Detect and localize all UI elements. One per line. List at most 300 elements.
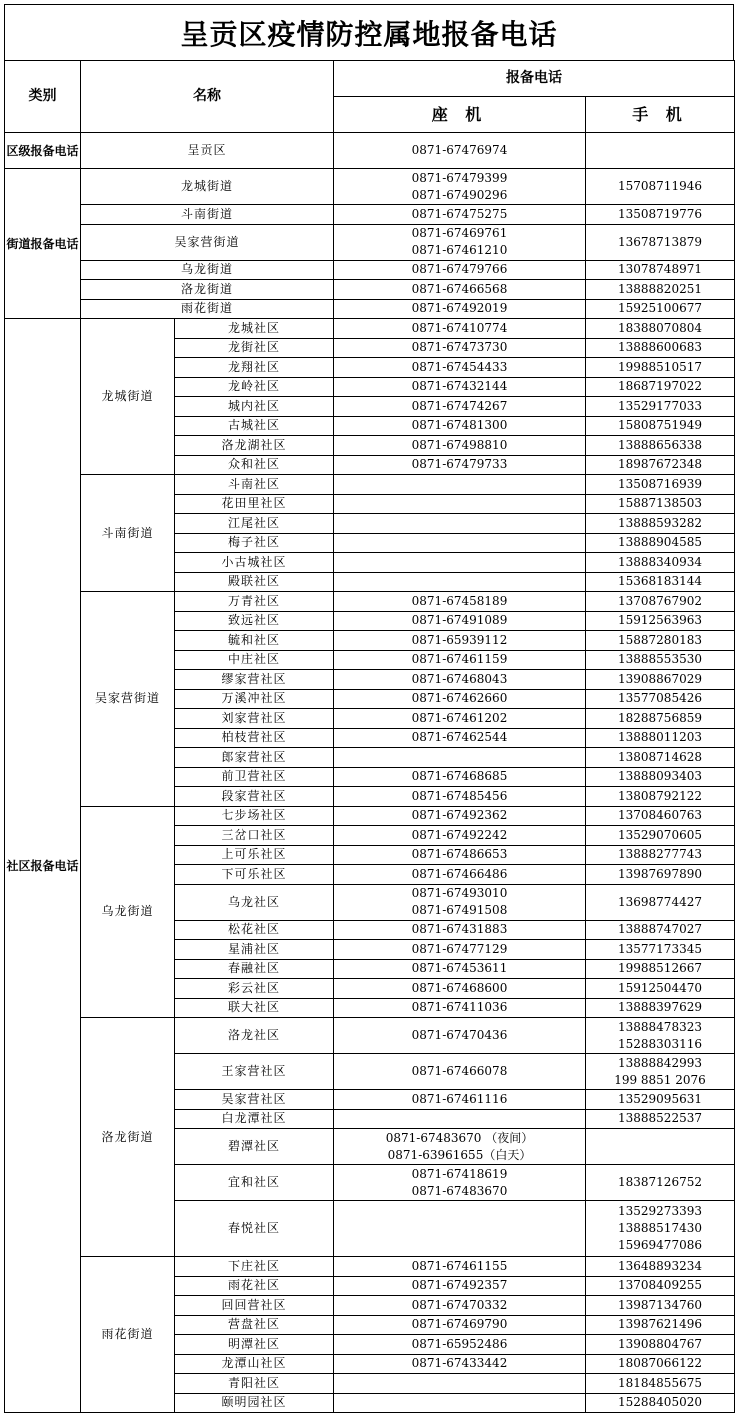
- mobile-number: 13808792122: [618, 788, 702, 803]
- table-row: [5, 280, 735, 300]
- mobile-number: 13888904585: [618, 535, 702, 550]
- community-name-cell: 雨花社区: [175, 1276, 334, 1296]
- mobile-cell: [586, 397, 735, 417]
- community-name-cell: 松花社区: [175, 920, 334, 940]
- landline-number: 0871-67492242: [411, 827, 508, 842]
- mobile-cell: [586, 611, 735, 631]
- landline-cell: [334, 631, 586, 651]
- mobile-number: 15912504470: [618, 980, 702, 995]
- mobile-cell: [586, 670, 735, 690]
- community-name-cell: 洛龙社区: [175, 1018, 334, 1054]
- landline-number: 0871-67461116: [411, 1091, 508, 1106]
- mobile-cell: [586, 631, 735, 651]
- landline-cell: [334, 1054, 586, 1090]
- mobile-number: 18184855675: [618, 1375, 702, 1390]
- mobile-cell: [586, 377, 735, 397]
- phone-table-body: [5, 61, 735, 1413]
- landline-number: 0871-63961655（白天）: [387, 1147, 532, 1162]
- mobile-number: 15887280183: [618, 632, 702, 647]
- mobile-number: 13078748971: [618, 262, 702, 277]
- landline-number: 0871-67473730: [411, 340, 508, 355]
- phone-table: [4, 60, 735, 1413]
- landline-cell: [334, 553, 586, 573]
- landline-number: 0871-67410774: [411, 320, 508, 335]
- community-name-cell: 三岔口社区: [175, 826, 334, 846]
- landline-cell: [334, 416, 586, 436]
- mobile-number: 15808751949: [618, 418, 702, 433]
- community-name-cell: 缪家营社区: [175, 670, 334, 690]
- landline-cell: [334, 260, 586, 280]
- landline-cell: [334, 377, 586, 397]
- mobile-cell: [586, 1276, 735, 1296]
- landline-number: 0871-67491508: [411, 903, 508, 917]
- landline-number: 0871-67468043: [411, 671, 508, 686]
- mobile-number: 13888593282: [618, 515, 702, 530]
- mobile-number: 13888517430: [618, 1221, 702, 1235]
- mobile-cell: [586, 1129, 735, 1165]
- landline-cell: [334, 689, 586, 709]
- community-name-cell: 龙潭山社区: [175, 1354, 334, 1374]
- mobile-number: 19988510517: [618, 359, 702, 374]
- district-cell: 龙城街道: [81, 319, 175, 475]
- landline-cell: [334, 728, 586, 748]
- mobile-number: 13987134760: [618, 1297, 702, 1312]
- landline-number: 0871-67458189: [411, 593, 508, 608]
- landline-cell: [334, 787, 586, 807]
- landline-cell: [334, 1018, 586, 1054]
- mobile-cell: [586, 319, 735, 339]
- table-row: [5, 592, 735, 612]
- landline-number: 0871-67474267: [411, 398, 508, 413]
- landline-cell: [334, 1201, 586, 1257]
- community-name-cell: 星浦社区: [175, 940, 334, 960]
- community-name-cell: 青阳社区: [175, 1374, 334, 1394]
- mobile-cell: [586, 1257, 735, 1277]
- mobile-number: 13888340934: [618, 554, 702, 569]
- mobile-number: 13529070605: [618, 827, 702, 842]
- mobile-number: 19988512667: [618, 961, 702, 976]
- community-name-cell: 宜和社区: [175, 1165, 334, 1201]
- mobile-number: 15887138503: [618, 496, 702, 511]
- mobile-cell: [586, 1374, 735, 1394]
- community-name-cell: 古城社区: [175, 416, 334, 436]
- landline-cell: [334, 670, 586, 690]
- mobile-cell: [586, 455, 735, 475]
- mobile-cell: [586, 689, 735, 709]
- community-name-cell: 营盘社区: [175, 1315, 334, 1335]
- landline-cell: [334, 611, 586, 631]
- community-name-cell: 殿联社区: [175, 572, 334, 592]
- mobile-number: 18987672348: [618, 457, 702, 472]
- landline-cell: [334, 1129, 586, 1165]
- landline-cell: [334, 959, 586, 979]
- community-name-cell: 龙岭社区: [175, 377, 334, 397]
- mobile-number: 13908804767: [618, 1336, 702, 1351]
- mobile-cell: [586, 748, 735, 768]
- header-name: 名称: [81, 61, 334, 133]
- mobile-cell: [586, 592, 735, 612]
- district-cell: 洛龙街道: [81, 1018, 175, 1257]
- mobile-cell: [586, 299, 735, 319]
- community-name-cell: 春悦社区: [175, 1201, 334, 1257]
- mobile-cell: [586, 959, 735, 979]
- landline-cell: [334, 299, 586, 319]
- landline-number: 0871-67432144: [411, 379, 508, 394]
- mobile-cell: [586, 884, 735, 920]
- landline-number: 0871-67461159: [411, 652, 508, 667]
- landline-number: 0871-67468600: [411, 980, 508, 995]
- category-cell: 区级报备电话: [5, 133, 81, 169]
- community-name-cell: 小古城社区: [175, 553, 334, 573]
- table-row: [5, 299, 735, 319]
- community-name-cell: 碧潭社区: [175, 1129, 334, 1165]
- unit-name-cell: 斗南街道: [81, 205, 334, 225]
- landline-number: 0871-67479766: [411, 262, 508, 277]
- mobile-number: 18288756859: [618, 710, 702, 725]
- landline-cell: [334, 979, 586, 999]
- unit-name-cell: 吴家营街道: [81, 224, 334, 260]
- mobile-number: 15912563963: [618, 613, 702, 628]
- mobile-cell: [586, 650, 735, 670]
- mobile-cell: [586, 553, 735, 573]
- community-name-cell: 郎家营社区: [175, 748, 334, 768]
- landline-cell: [334, 940, 586, 960]
- mobile-number: 13708767902: [618, 593, 702, 608]
- mobile-number: 13987621496: [618, 1317, 702, 1332]
- mobile-cell: [586, 709, 735, 729]
- mobile-cell: [586, 998, 735, 1018]
- landline-number: 0871-67483670 （夜间）: [385, 1130, 534, 1145]
- landline-cell: [334, 1335, 586, 1355]
- mobile-number: 13888553530: [618, 652, 702, 667]
- community-name-cell: 吴家营社区: [175, 1090, 334, 1110]
- mobile-number: 13708409255: [618, 1278, 702, 1293]
- header-phone-group: 报备电话: [334, 61, 735, 97]
- mobile-cell: [586, 1393, 735, 1413]
- landline-number: 0871-67453611: [411, 961, 508, 976]
- community-name-cell: 彩云社区: [175, 979, 334, 999]
- mobile-cell: [586, 920, 735, 940]
- landline-number: 0871-67469790: [411, 1317, 508, 1332]
- table-row: [5, 205, 735, 225]
- mobile-number: 15288303116: [618, 1036, 702, 1051]
- landline-cell: [334, 920, 586, 940]
- landline-cell: [334, 748, 586, 768]
- landline-cell: [334, 338, 586, 358]
- table-row: [5, 1018, 735, 1054]
- landline-cell: [334, 133, 586, 169]
- mobile-number: 15708711946: [618, 179, 702, 193]
- landline-number: 0871-67468685: [411, 769, 508, 784]
- mobile-number: 13888747027: [618, 922, 702, 937]
- mobile-number: 18388070804: [618, 320, 702, 335]
- landline-number: 0871-67490296: [411, 187, 508, 202]
- header-mobile: 手 机: [586, 97, 735, 133]
- landline-number: 0871-67470332: [411, 1297, 508, 1312]
- mobile-number: 13808714628: [618, 749, 702, 764]
- landline-number: 0871-67476974: [411, 143, 508, 157]
- landline-number: 0871-67462544: [411, 730, 508, 745]
- mobile-number: 199 8851 2076: [614, 1072, 706, 1087]
- mobile-cell: [586, 787, 735, 807]
- mobile-cell: [586, 865, 735, 885]
- mobile-number: 15969477086: [618, 1238, 702, 1252]
- landline-cell: [334, 826, 586, 846]
- landline-number: 0871-67461202: [411, 710, 508, 725]
- landline-number: 0871-67475275: [411, 206, 508, 221]
- mobile-number: 13888011203: [618, 730, 702, 745]
- community-name-cell: 致远社区: [175, 611, 334, 631]
- landline-number: 0871-67479733: [411, 457, 508, 472]
- mobile-cell: [586, 1354, 735, 1374]
- mobile-cell: [586, 940, 735, 960]
- mobile-cell: [586, 133, 735, 169]
- table-row: [5, 260, 735, 280]
- landline-cell: [334, 1393, 586, 1413]
- landline-cell: [334, 592, 586, 612]
- mobile-cell: [586, 514, 735, 534]
- community-name-cell: 下可乐社区: [175, 865, 334, 885]
- mobile-cell: [586, 224, 735, 260]
- landline-cell: [334, 572, 586, 592]
- community-name-cell: 龙翔社区: [175, 358, 334, 378]
- mobile-cell: [586, 1165, 735, 1201]
- mobile-number: 13987697890: [618, 866, 702, 881]
- landline-number: 0871-67418619: [411, 1166, 508, 1181]
- mobile-cell: [586, 494, 735, 514]
- category-cell: 社区报备电话: [5, 319, 81, 1413]
- table-row: [5, 475, 735, 495]
- community-name-cell: 洛龙湖社区: [175, 436, 334, 456]
- community-name-cell: 刘家营社区: [175, 709, 334, 729]
- community-name-cell: 明潭社区: [175, 1335, 334, 1355]
- mobile-cell: [586, 1201, 735, 1257]
- mobile-cell: [586, 572, 735, 592]
- unit-name-cell: 乌龙街道: [81, 260, 334, 280]
- community-name-cell: 上可乐社区: [175, 845, 334, 865]
- landline-number: 0871-67485456: [411, 788, 508, 803]
- community-name-cell: 联大社区: [175, 998, 334, 1018]
- community-name-cell: 梅子社区: [175, 533, 334, 553]
- landline-number: 0871-67469761: [411, 226, 508, 240]
- landline-cell: [334, 397, 586, 417]
- landline-cell: [334, 1354, 586, 1374]
- community-name-cell: 众和社区: [175, 455, 334, 475]
- landline-cell: [334, 845, 586, 865]
- mobile-cell: [586, 416, 735, 436]
- mobile-cell: [586, 1335, 735, 1355]
- mobile-cell: [586, 475, 735, 495]
- mobile-number: 13577085426: [618, 691, 702, 706]
- landline-number: 0871-67461155: [411, 1258, 508, 1273]
- landline-cell: [334, 767, 586, 787]
- mobile-number: 13648893234: [618, 1258, 702, 1273]
- mobile-cell: [586, 358, 735, 378]
- landline-number: 0871-67492019: [411, 301, 508, 316]
- community-name-cell: 万溪冲社区: [175, 689, 334, 709]
- district-cell: 雨花街道: [81, 1257, 175, 1413]
- mobile-cell: [586, 1018, 735, 1054]
- landline-number: 0871-67493010: [411, 886, 508, 900]
- mobile-cell: [586, 1315, 735, 1335]
- community-name-cell: 白龙潭社区: [175, 1109, 334, 1129]
- mobile-cell: [586, 436, 735, 456]
- landline-cell: [334, 358, 586, 378]
- district-cell: 斗南街道: [81, 475, 175, 592]
- community-name-cell: 回回营社区: [175, 1296, 334, 1316]
- landline-cell: [334, 436, 586, 456]
- community-name-cell: 柏枝营社区: [175, 728, 334, 748]
- landline-number: 0871-67433442: [411, 1356, 508, 1371]
- mobile-cell: [586, 533, 735, 553]
- community-name-cell: 中庄社区: [175, 650, 334, 670]
- unit-name-cell: 雨花街道: [81, 299, 334, 319]
- community-name-cell: 龙街社区: [175, 338, 334, 358]
- mobile-cell: [586, 169, 735, 205]
- unit-name-cell: 洛龙街道: [81, 280, 334, 300]
- community-name-cell: 王家营社区: [175, 1054, 334, 1090]
- landline-number: 0871-67461210: [411, 243, 508, 257]
- community-name-cell: 段家营社区: [175, 787, 334, 807]
- landline-number: 0871-67470436: [411, 1028, 508, 1042]
- landline-cell: [334, 224, 586, 260]
- mobile-number: 13888093403: [618, 769, 702, 784]
- unit-name-cell: 龙城街道: [81, 169, 334, 205]
- mobile-cell: [586, 845, 735, 865]
- landline-number: 0871-67454433: [411, 359, 508, 374]
- community-name-cell: 下庄社区: [175, 1257, 334, 1277]
- mobile-number: 13577173345: [618, 941, 702, 956]
- landline-cell: [334, 319, 586, 339]
- landline-number: 0871-67479399: [411, 170, 508, 185]
- community-name-cell: 七步场社区: [175, 806, 334, 826]
- landline-number: 0871-67483670: [411, 1183, 508, 1198]
- community-name-cell: 江尾社区: [175, 514, 334, 534]
- table-row: [5, 133, 735, 169]
- mobile-number: 13888397629: [618, 1000, 702, 1015]
- mobile-number: 13508716939: [618, 476, 702, 491]
- landline-cell: [334, 865, 586, 885]
- mobile-cell: [586, 826, 735, 846]
- landline-number: 0871-67498810: [411, 437, 508, 452]
- landline-cell: [334, 1374, 586, 1394]
- landline-cell: [334, 998, 586, 1018]
- landline-cell: [334, 1109, 586, 1129]
- landline-number: 0871-67492357: [411, 1278, 508, 1293]
- community-name-cell: 毓和社区: [175, 631, 334, 651]
- landline-cell: [334, 1296, 586, 1316]
- landline-cell: [334, 1315, 586, 1335]
- landline-number: 0871-67492362: [411, 808, 508, 823]
- table-row: [5, 319, 735, 339]
- table-row: [5, 224, 735, 260]
- mobile-number: 13678713879: [618, 234, 702, 249]
- mobile-number: 15368183144: [618, 574, 702, 589]
- landline-cell: [334, 806, 586, 826]
- community-name-cell: 乌龙社区: [175, 884, 334, 920]
- mobile-number: 13708460763: [618, 808, 702, 823]
- community-name-cell: 斗南社区: [175, 475, 334, 495]
- mobile-cell: [586, 728, 735, 748]
- table-row: [5, 806, 735, 826]
- table-row: [5, 169, 735, 205]
- header-category: 类别: [5, 61, 81, 133]
- landline-cell: [334, 1090, 586, 1110]
- community-name-cell: 春融社区: [175, 959, 334, 979]
- community-name-cell: 颐明园社区: [175, 1393, 334, 1413]
- landline-number: 0871-67486653: [411, 847, 508, 862]
- landline-number: 0871-67491089: [411, 613, 508, 628]
- community-name-cell: 城内社区: [175, 397, 334, 417]
- landline-cell: [334, 514, 586, 534]
- mobile-number: 13529273393: [618, 1204, 702, 1218]
- landline-cell: [334, 1276, 586, 1296]
- page-title: 呈贡区疫情防控属地报备电话: [4, 4, 734, 60]
- community-name-cell: 龙城社区: [175, 319, 334, 339]
- landline-cell: [334, 494, 586, 514]
- landline-cell: [334, 280, 586, 300]
- mobile-number: 13888656338: [618, 437, 702, 452]
- landline-cell: [334, 475, 586, 495]
- landline-number: 0871-67411036: [411, 1000, 508, 1015]
- mobile-number: 18687197022: [618, 379, 702, 394]
- landline-number: 0871-67481300: [411, 418, 508, 433]
- mobile-number: 15925100677: [618, 301, 702, 316]
- mobile-cell: [586, 1090, 735, 1110]
- mobile-number: 18387126752: [618, 1175, 702, 1189]
- mobile-number: 13529177033: [618, 398, 702, 413]
- mobile-number: 13888820251: [618, 281, 702, 296]
- mobile-number: 13888522537: [618, 1111, 702, 1126]
- mobile-number: 15288405020: [618, 1395, 702, 1410]
- mobile-cell: [586, 1109, 735, 1129]
- district-cell: 吴家营街道: [81, 592, 175, 807]
- landline-number: 0871-65939112: [411, 632, 508, 647]
- unit-name-cell: 呈贡区: [81, 133, 334, 169]
- landline-cell: [334, 884, 586, 920]
- mobile-number: 13529095631: [618, 1091, 702, 1106]
- mobile-cell: [586, 1054, 735, 1090]
- mobile-number: 13888842993: [618, 1055, 702, 1070]
- landline-cell: [334, 1165, 586, 1201]
- landline-cell: [334, 169, 586, 205]
- mobile-number: 13698774427: [618, 894, 702, 909]
- landline-number: 0871-67477129: [411, 941, 508, 956]
- landline-cell: [334, 533, 586, 553]
- mobile-cell: [586, 806, 735, 826]
- category-cell: 街道报备电话: [5, 169, 81, 319]
- landline-number: 0871-67466486: [411, 866, 508, 881]
- landline-number: 0871-67466568: [411, 281, 508, 296]
- mobile-cell: [586, 260, 735, 280]
- mobile-number: 13888600683: [618, 340, 702, 355]
- landline-number: 0871-65952486: [411, 1336, 508, 1351]
- mobile-cell: [586, 205, 735, 225]
- community-name-cell: 万青社区: [175, 592, 334, 612]
- mobile-cell: [586, 979, 735, 999]
- landline-number: 0871-67466078: [411, 1064, 508, 1078]
- table-row: [5, 1257, 735, 1277]
- landline-number: 0871-67431883: [411, 922, 508, 937]
- header-row: [5, 61, 735, 97]
- mobile-cell: [586, 338, 735, 358]
- landline-cell: [334, 455, 586, 475]
- community-name-cell: 前卫营社区: [175, 767, 334, 787]
- landline-cell: [334, 205, 586, 225]
- landline-number: 0871-67462660: [411, 691, 508, 706]
- landline-cell: [334, 1257, 586, 1277]
- community-name-cell: 花田里社区: [175, 494, 334, 514]
